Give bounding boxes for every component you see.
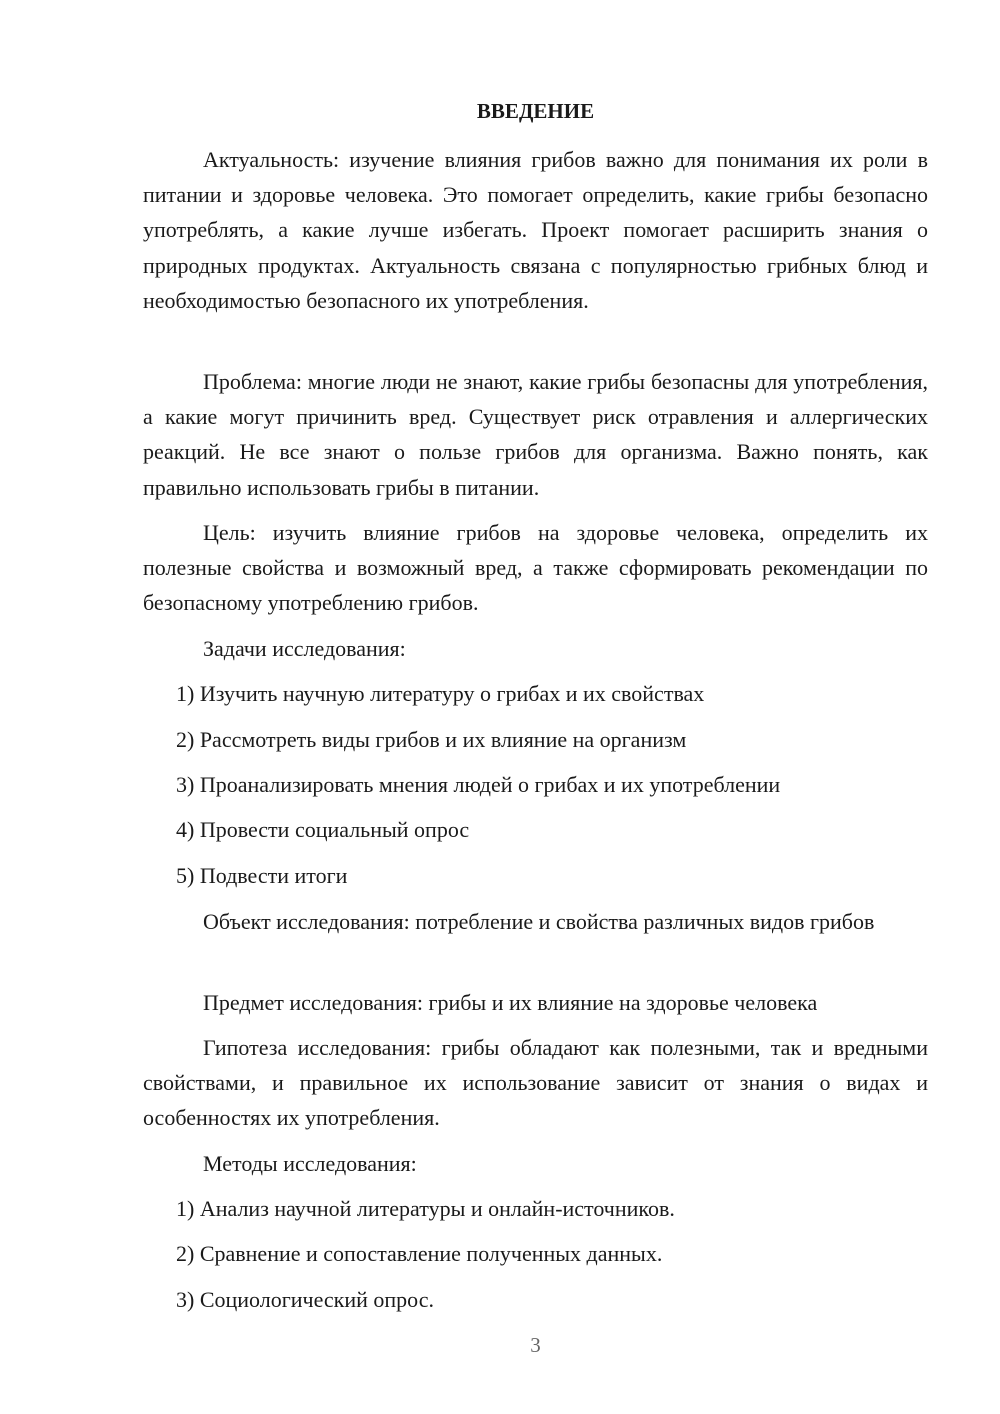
section-title: ВВЕДЕНИЕ <box>476 99 595 123</box>
subject-paragraph: Предмет исследования: грибы и их влияние на здоровье человека <box>203 990 818 1015</box>
task-item-2: 2) Рассмотреть виды грибов и их влияние на организм <box>176 727 687 752</box>
hypothesis-paragraph: Гипотеза исследования: грибы обладают как полезными, так и вредными свойствами, и правильное их использование зависит от знания о видах и особенностях их употребления. <box>143 1035 928 1131</box>
object-paragraph: Объект исследования: потребление и свойства различных видов грибов <box>203 909 875 934</box>
relevance-paragraph: Актуальность: изучение влияния грибов важно для понимания их роли в питании и здоровье человека. Это помогает определить, какие грибы безопасно употреблять, а какие лучше избегать. Проект помогает расширить знания о природных продуктах. Актуальность связана с популярностью грибных блюд и необходимостью безопасного их употребления. <box>143 147 928 313</box>
methods-heading: Методы исследования: <box>203 1151 417 1176</box>
page-number: 3 <box>530 1333 541 1357</box>
problem-paragraph: Проблема: многие люди не знают, какие грибы безопасны для употребления, а какие могут причинить вред. Существует риск отравления и аллергических реакций. Не все знают о пользе грибов для организма. Важно понять, как правильно использовать грибы в питании. <box>143 369 928 500</box>
goal-paragraph: Цель: изучить влияние грибов на здоровье человека, определить их полезные свойства и возможный вред, а также сформировать рекомендации по безопасному употреблению грибов. <box>143 520 928 616</box>
task-item-1: 1) Изучить научную литературу о грибах и их свойствах <box>176 681 705 706</box>
task-item-5: 5) Подвести итоги <box>176 863 348 888</box>
tasks-heading: Задачи исследования: <box>203 636 406 661</box>
document-page <box>143 0 928 1414</box>
method-item-3: 3) Социологический опрос. <box>176 1287 434 1312</box>
task-item-3: 3) Проанализировать мнения людей о грибах и их употреблении <box>176 772 781 797</box>
method-item-1: 1) Анализ научной литературы и онлайн-источников. <box>176 1196 675 1221</box>
task-item-4: 4) Провести социальный опрос <box>176 817 470 842</box>
method-item-2: 2) Сравнение и сопоставление полученных данных. <box>176 1241 663 1266</box>
